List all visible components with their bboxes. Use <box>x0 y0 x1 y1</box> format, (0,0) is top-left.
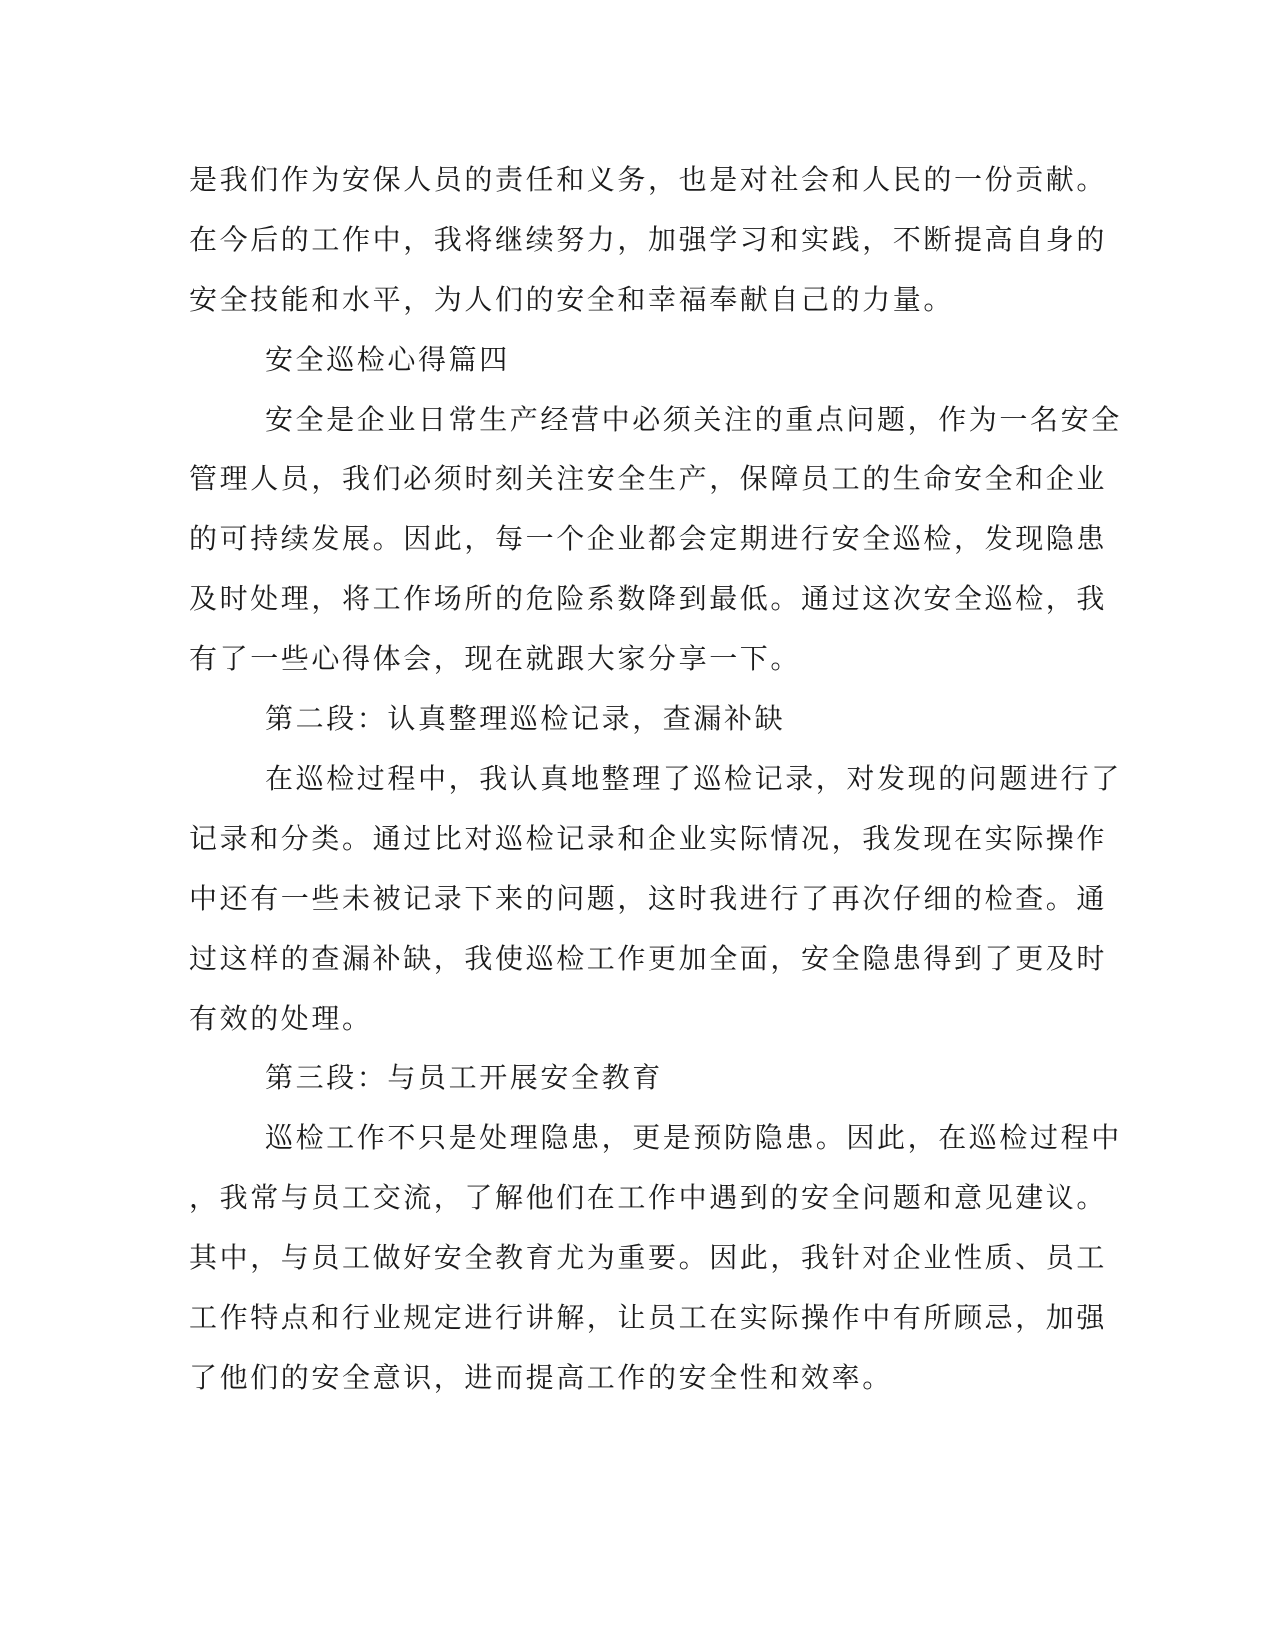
text-line: 及时处理，将工作场所的危险系数降到最低。通过这次安全巡检，我 <box>189 582 1108 615</box>
text-line: 在巡检过程中，我认真地整理了巡检记录，对发现的问题进行了 <box>265 762 1122 795</box>
text-line: 安全技能和水平，为人们的安全和幸福奉献自己的力量。 <box>189 283 955 316</box>
text-line: 工作特点和行业规定进行讲解，让员工在实际操作中有所顾忌，加强 <box>189 1301 1108 1334</box>
text-line: 是我们作为安保人员的责任和义务，也是对社会和人民的一份贡献。 <box>189 163 1108 196</box>
text-line: 记录和分类。通过比对巡检记录和企业实际情况，我发现在实际操作 <box>189 822 1108 855</box>
text-line: 在今后的工作中，我将继续努力，加强学习和实践，不断提高自身的 <box>189 223 1108 256</box>
text-line: 过这样的查漏补缺，我使巡检工作更加全面，安全隐患得到了更及时 <box>189 942 1108 975</box>
text-line: 巡检工作不只是处理隐患，更是预防隐患。因此，在巡检过程中 <box>265 1121 1122 1154</box>
text-line: 安全是企业日常生产经营中必须关注的重点问题，作为一名安全 <box>265 403 1122 436</box>
section-heading: 第二段：认真整理巡检记录，查漏补缺 <box>265 702 786 735</box>
text-line: 有了一些心得体会，现在就跟大家分享一下。 <box>189 642 802 675</box>
text-line: 其中，与员工做好安全教育尤为重要。因此，我针对企业性质、员工 <box>189 1241 1108 1274</box>
section-heading: 第三段：与员工开展安全教育 <box>265 1061 663 1094</box>
text-line: 了他们的安全意识，进而提高工作的安全性和效率。 <box>189 1361 893 1394</box>
text-line: ，我常与员工交流，了解他们在工作中遇到的安全问题和意见建议。 <box>189 1181 1108 1214</box>
text-line: 有效的处理。 <box>189 1002 373 1035</box>
text-line: 管理人员，我们必须时刻关注安全生产，保障员工的生命安全和企业 <box>189 462 1108 495</box>
section-heading: 安全巡检心得篇四 <box>265 343 510 376</box>
text-line: 的可持续发展。因此，每一个企业都会定期进行安全巡检，发现隐患 <box>189 522 1108 555</box>
text-line: 中还有一些未被记录下来的问题，这时我进行了再次仔细的检查。通 <box>189 882 1108 915</box>
